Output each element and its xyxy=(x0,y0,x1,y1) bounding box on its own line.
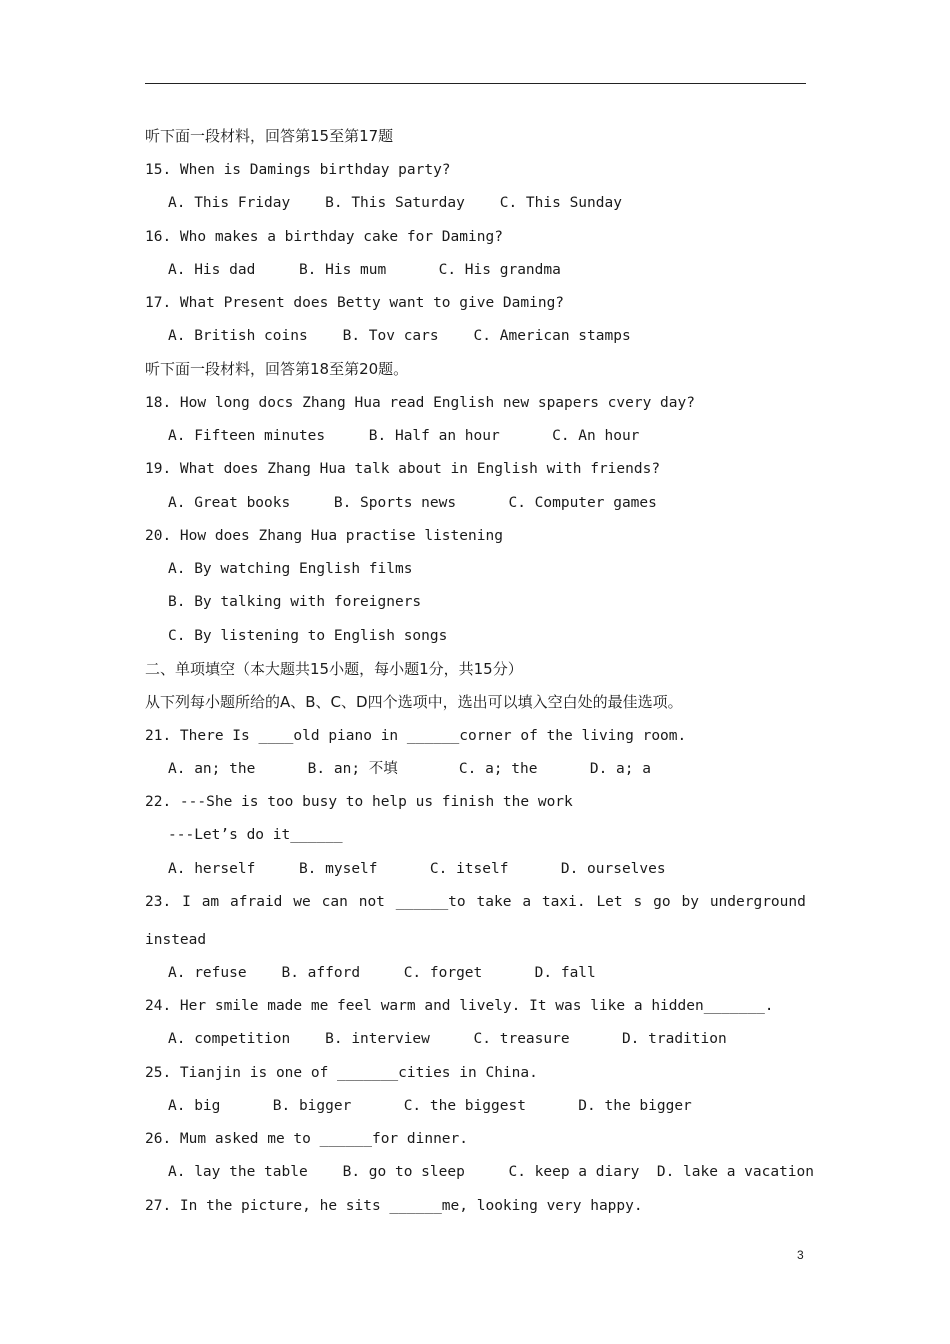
header-rule xyxy=(145,83,806,84)
question-25-stem: 25. Tianjin is one of _______cities in China. xyxy=(145,1065,538,1081)
section-header-15-17: 听下面一段材料，回答第15至第17题 xyxy=(145,127,394,145)
question-15-options: A. This Friday B. This Saturday C. This Sunday xyxy=(168,195,622,211)
question-23-stem xyxy=(145,893,806,911)
part2-title: 二、单项填空（本大题共15小题，每小题1分，共15分） xyxy=(145,660,523,678)
q23-word: can xyxy=(321,894,348,910)
question-21-stem: 21. There Is ____old piano in ______corner of the living room. xyxy=(145,728,687,744)
question-17-stem: 17. What Present does Betty want to give Daming? xyxy=(145,295,565,311)
question-16-stem: 16. Who makes a birthday cake for Daming? xyxy=(145,229,503,245)
q23-word: I xyxy=(182,894,191,910)
question-24-stem: 24. Her smile made me feel warm and lively. It was like a hidden_______. xyxy=(145,998,774,1014)
question-19-options: A. Great books B. Sports news C. Computer games xyxy=(168,495,657,511)
q23-word: underground xyxy=(709,894,806,910)
q23-word: take xyxy=(476,894,512,910)
question-16-options: A. His dad B. His mum C. His grandma xyxy=(168,262,561,278)
q23-word: taxi. xyxy=(541,894,586,910)
question-23-options: A. refuse B. afford C. forget D. fall xyxy=(168,965,596,981)
q23-word: by xyxy=(681,894,699,910)
question-27-stem: 27. In the picture, he sits ______me, looking very happy. xyxy=(145,1198,643,1214)
section-header-18-20: 听下面一段材料，回答第18至第20题。 xyxy=(145,360,409,378)
q23-word: we xyxy=(293,894,311,910)
part2-instruction: 从下列每小题所给的A、B、C、D四个选项中，选出可以填入空白处的最佳选项。 xyxy=(145,693,683,711)
question-18-stem: 18. How long docs Zhang Hua read English new spapers cvery day? xyxy=(145,395,695,411)
page-number: 3 xyxy=(797,1248,804,1262)
q23-word: 23. xyxy=(145,894,172,910)
question-24-options: A. competition B. interview C. treasure D. tradition xyxy=(168,1031,727,1047)
question-20-option-a: A. By watching English films xyxy=(168,561,413,577)
question-22-reply: ---Let’s do it______ xyxy=(168,827,343,843)
q23-word: ______to xyxy=(395,894,466,910)
question-20-stem: 20. How does Zhang Hua practise listening xyxy=(145,528,503,544)
question-21-options: A. an; the B. an; 不填 C. a; the D. a; a xyxy=(168,761,651,777)
q23-word: s xyxy=(633,894,643,910)
question-15-stem: 15. When is Damings birthday party? xyxy=(145,162,451,178)
q23-word: am xyxy=(201,894,220,910)
q23-word: Let xyxy=(596,894,623,910)
question-17-options: A. British coins B. Tov cars C. American stamps xyxy=(168,328,631,344)
question-20-option-b: B. By talking with foreigners xyxy=(168,594,422,610)
q23-word: not xyxy=(358,894,385,910)
question-22-options: A. herself B. myself C. itself D. ourselves xyxy=(168,861,666,877)
question-26-stem: 26. Mum asked me to ______for dinner. xyxy=(145,1131,469,1147)
q23-word: go xyxy=(653,894,671,910)
question-19-stem: 19. What does Zhang Hua talk about in English with friends? xyxy=(145,461,661,477)
question-22-stem: 22. ---She is too busy to help us finish the work xyxy=(145,794,573,810)
q23-word: afraid xyxy=(230,894,283,910)
question-20-option-c: C. By listening to English songs xyxy=(168,628,448,644)
question-23-stem-continued: instead xyxy=(145,932,207,948)
question-18-options: A. Fifteen minutes B. Half an hour C. An hour xyxy=(168,428,640,444)
question-25-options: A. big B. bigger C. the biggest D. the bigger xyxy=(168,1098,692,1114)
question-26-options: A. lay the table B. go to sleep C. keep a diary D. lake a vacation xyxy=(168,1164,815,1180)
q23-word: a xyxy=(522,894,532,910)
